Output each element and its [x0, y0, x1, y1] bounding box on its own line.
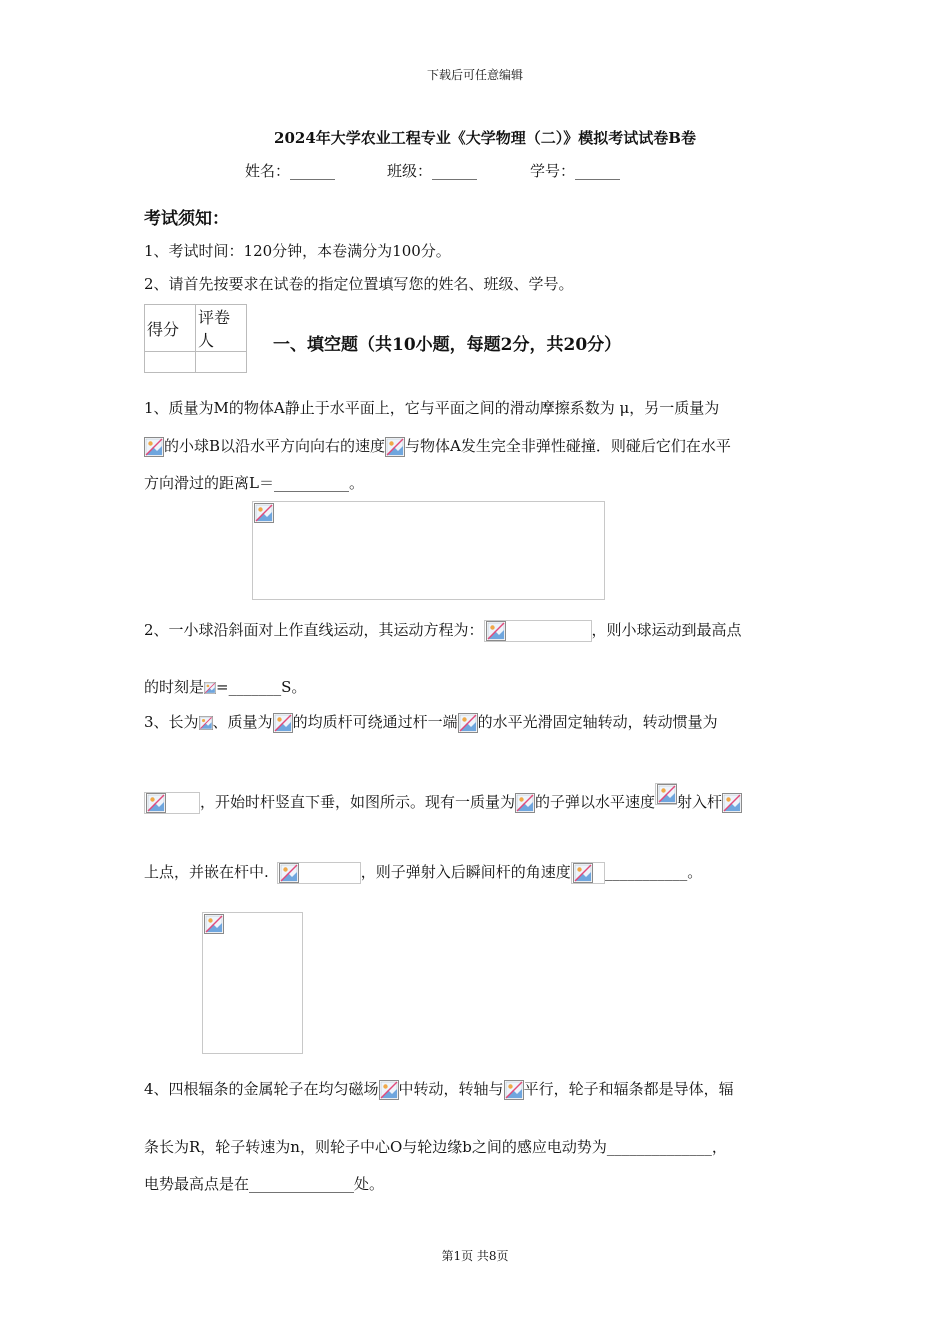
q3-line2	[144, 791, 742, 814]
q4-line2: 条长为R，轮子转速为n，则轮子中心O与轮边缘b之间的感应电动势为______________，	[144, 1138, 727, 1156]
q4-text: 平行，轮子和辐条都是导体，辐	[523, 1080, 734, 1098]
instruction-item: 1、考试时间：120分钟，本卷满分为100分。	[144, 242, 451, 260]
q3-velocity-image	[655, 783, 677, 805]
score-cell[interactable]	[145, 352, 196, 373]
broken-image-icon	[458, 713, 478, 733]
broken-image-icon	[204, 914, 224, 934]
q4-line1	[144, 1078, 734, 1100]
q1-line3: 方向滑过的距离L＝__________。	[144, 474, 364, 492]
q3-line1	[144, 711, 718, 733]
broken-image-icon	[204, 678, 216, 698]
grader-cell[interactable]	[196, 352, 247, 373]
broken-image-icon	[504, 1080, 524, 1100]
q2-text: =_______S。	[216, 678, 307, 696]
q1-line1: 1、质量为M的物体A静止于水平面上，它与平面之间的滑动摩擦系数为 μ，另一质量为	[144, 399, 720, 417]
id-label: 学号：	[530, 162, 576, 180]
q3-inertia-image	[144, 792, 200, 814]
q2-line2	[144, 676, 306, 698]
q2-text: 的时刻是	[144, 678, 205, 696]
broken-image-icon	[199, 713, 213, 733]
q3-text: 射入杆	[677, 793, 723, 811]
q3-text: 3、长为	[144, 713, 199, 731]
q2-line1	[144, 619, 742, 642]
q1-line2	[144, 435, 731, 457]
q3-text: ，开始时杆竖直下垂，如图所示。现有一质量为	[200, 793, 516, 811]
class-label: 班级：	[387, 162, 433, 180]
q4-line3: 电势最高点是在______________处。	[144, 1175, 385, 1193]
student-id-field[interactable]	[530, 160, 620, 181]
q3-omega-image	[571, 862, 605, 884]
broken-image-icon	[144, 437, 164, 457]
page-number: 第1页 共8页	[441, 1249, 509, 1263]
header-note: 下载后可任意编辑	[426, 68, 523, 82]
q3-line3	[144, 861, 702, 884]
name-label: 姓名：	[245, 162, 291, 180]
broken-image-icon	[279, 863, 299, 883]
q3-condition-image	[277, 862, 361, 884]
q3-text: 上点，并嵌在杆中.	[144, 863, 269, 881]
q3-text: 的子弹以水平速度	[535, 793, 656, 811]
broken-image-icon	[573, 863, 593, 883]
instructions-heading: 考试须知：	[144, 209, 229, 229]
q3-answer-blank: ___________。	[604, 863, 703, 881]
section-title: 一、填空题（共10小题，每题2分，共20分）	[273, 335, 622, 355]
broken-image-icon	[254, 503, 274, 523]
q2-equation-image	[484, 620, 592, 642]
broken-image-icon	[379, 1080, 399, 1100]
q4-text: 4、四根辐条的金属轮子在均匀磁场	[144, 1080, 379, 1098]
broken-image-icon	[273, 713, 293, 733]
grader-header: 评卷人	[196, 305, 247, 352]
q1-text: 与物体A发生完全非弹性碰撞．则碰后它们在水平	[405, 437, 731, 455]
instruction-item: 2、请首先按要求在试卷的指定位置填写您的姓名、班级、学号。	[144, 275, 574, 293]
name-field[interactable]	[245, 160, 335, 181]
broken-image-icon	[722, 793, 742, 813]
q3-text: 的均质杆可绕通过杆一端	[292, 713, 458, 731]
q3-text: ，则子弹射入后瞬间杆的角速度	[360, 863, 571, 881]
q1-text: 的小球B以沿水平方向向右的速度	[164, 437, 386, 455]
q3-figure	[202, 912, 303, 1054]
q2-text: ，则小球运动到最高点	[591, 621, 742, 639]
class-field[interactable]	[387, 160, 477, 181]
broken-image-icon	[146, 793, 166, 813]
q3-text: 的水平光滑固定轴转动，转动惯量为	[477, 713, 718, 731]
id-blank: ______	[575, 162, 621, 180]
name-blank: ______	[290, 162, 336, 180]
q3-text: 、质量为	[212, 713, 273, 731]
q4-text: 中转动，转轴与	[398, 1080, 504, 1098]
class-blank: ______	[432, 162, 478, 180]
q1-figure	[252, 501, 605, 600]
broken-image-icon	[657, 784, 677, 804]
broken-image-icon	[486, 621, 506, 641]
q2-text: 2、一小球沿斜面对上作直线运动，其运动方程为：	[144, 621, 484, 639]
score-table	[144, 304, 247, 373]
broken-image-icon	[385, 437, 405, 457]
broken-image-icon	[515, 793, 535, 813]
score-header: 得分	[145, 305, 196, 352]
exam-title: 2024年大学农业工程专业《大学物理（二）》模拟考试试卷B卷	[274, 129, 696, 147]
